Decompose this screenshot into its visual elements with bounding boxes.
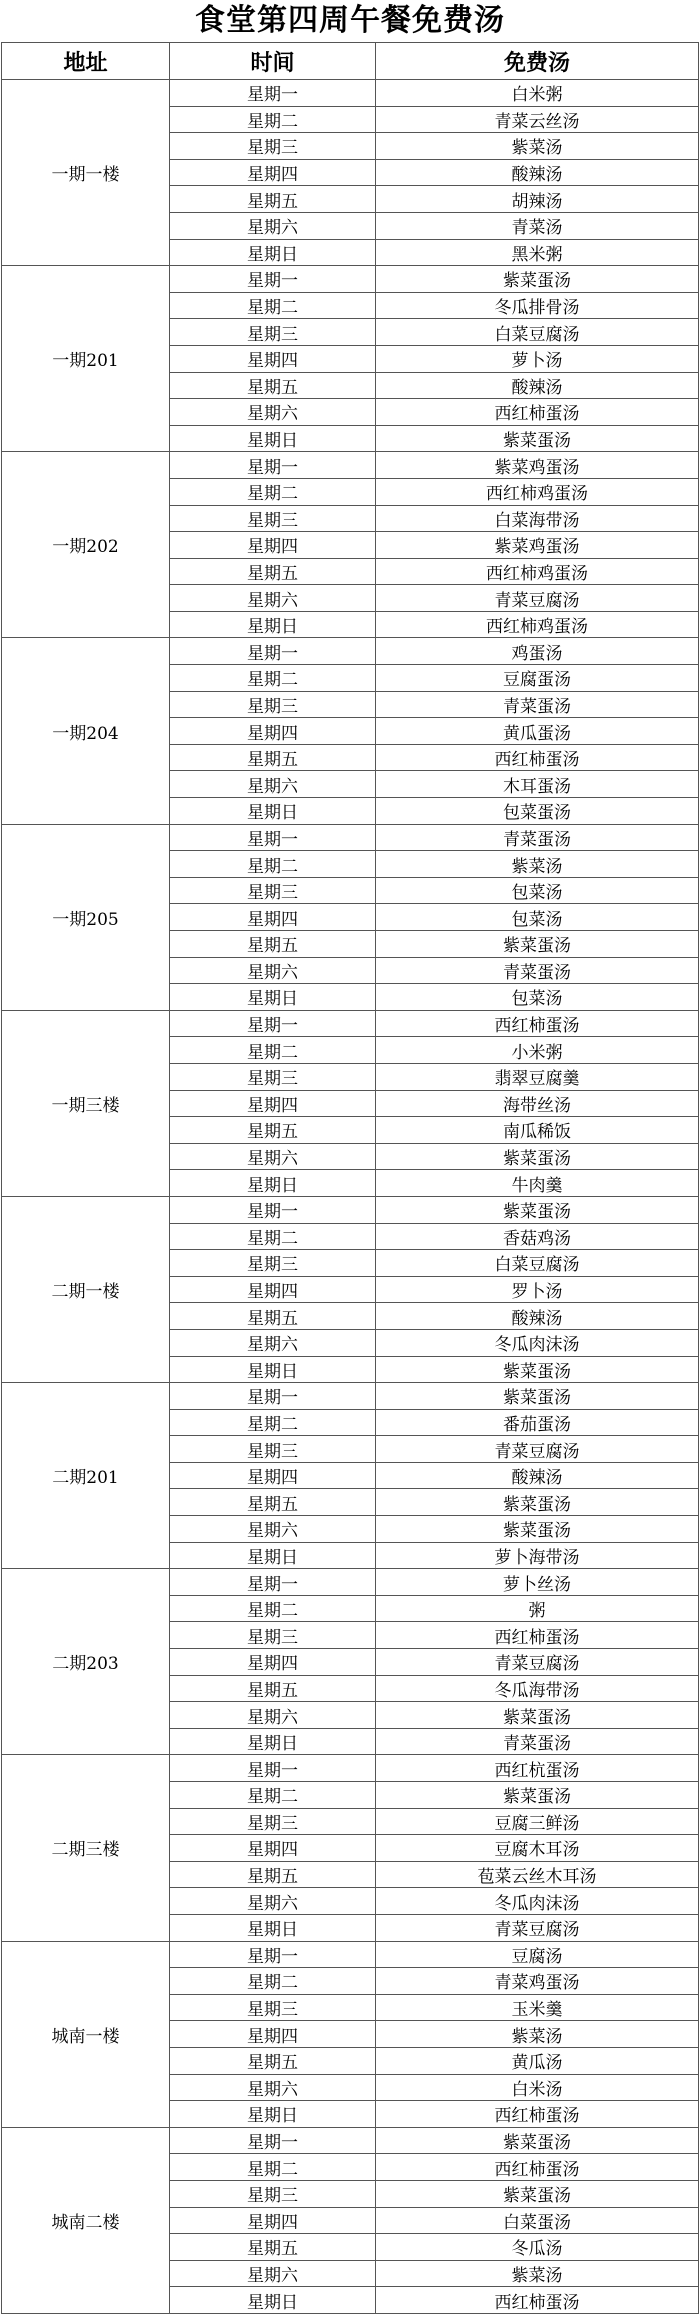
soup-cell: 紫菜鸡蛋汤: [376, 452, 699, 479]
location-cell: 一期一楼: [2, 80, 170, 266]
day-cell: 星期三: [170, 1063, 376, 1090]
location-cell: 城南二楼: [2, 2127, 170, 2313]
soup-cell: 西红柿蛋汤: [376, 744, 699, 771]
day-cell: 星期二: [170, 1223, 376, 1250]
soup-cell: 白菜豆腐汤: [376, 1250, 699, 1277]
soup-cell: 黑米粥: [376, 239, 699, 266]
day-cell: 星期一: [170, 80, 376, 107]
day-cell: 星期一: [170, 1569, 376, 1596]
soup-cell: 苞菜云丝木耳汤: [376, 1861, 699, 1888]
page-title: 食堂第四周午餐免费汤: [195, 3, 505, 38]
soup-cell: 黄瓜汤: [376, 2047, 699, 2074]
day-cell: 星期日: [170, 239, 376, 266]
day-cell: 星期一: [170, 452, 376, 479]
soup-cell: 紫菜蛋汤: [376, 2180, 699, 2207]
soup-cell: 西红柿蛋汤: [376, 399, 699, 426]
day-cell: 星期六: [170, 1516, 376, 1543]
day-cell: 星期六: [170, 585, 376, 612]
day-cell: 星期二: [170, 478, 376, 505]
day-cell: 星期日: [170, 425, 376, 452]
header-row: [2, 43, 699, 80]
table-row: [2, 638, 699, 665]
day-cell: 星期六: [170, 957, 376, 984]
soup-cell: 萝卜丝汤: [376, 1569, 699, 1596]
location-cell: 一期201: [2, 266, 170, 452]
day-cell: 星期四: [170, 904, 376, 931]
table-row: [2, 452, 699, 479]
day-cell: 星期五: [170, 2234, 376, 2261]
soup-cell: 豆腐汤: [376, 1941, 699, 1968]
soup-cell: 青菜豆腐汤: [376, 1649, 699, 1676]
day-cell: 星期四: [170, 1835, 376, 1862]
soup-cell: 青菜云丝汤: [376, 106, 699, 133]
day-cell: 星期五: [170, 1117, 376, 1144]
soup-cell: 豆腐木耳汤: [376, 1835, 699, 1862]
day-cell: 星期一: [170, 824, 376, 851]
location-cell: 城南一楼: [2, 1941, 170, 2127]
table-row: [2, 824, 699, 851]
day-cell: 星期六: [170, 1702, 376, 1729]
soup-cell: 酸辣汤: [376, 1462, 699, 1489]
soup-cell: 紫菜鸡蛋汤: [376, 532, 699, 559]
soup-cell: 黄瓜蛋汤: [376, 718, 699, 745]
day-cell: 星期二: [170, 1409, 376, 1436]
header-soup: 免费汤: [376, 43, 699, 80]
table-row: [2, 1941, 699, 1968]
day-cell: 星期一: [170, 638, 376, 665]
day-cell: 星期六: [170, 1888, 376, 1915]
soup-cell: 青菜蛋汤: [376, 824, 699, 851]
soup-cell: 酸辣汤: [376, 159, 699, 186]
table-row: [2, 1755, 699, 1782]
soup-cell: 紫菜蛋汤: [376, 1516, 699, 1543]
soup-cell: 萝卜海带汤: [376, 1542, 699, 1569]
day-cell: 星期日: [170, 2287, 376, 2314]
location-cell: 一期204: [2, 638, 170, 824]
soup-cell: 香菇鸡汤: [376, 1223, 699, 1250]
soup-cell: 木耳蛋汤: [376, 771, 699, 798]
soup-cell: 西红柿蛋汤: [376, 2101, 699, 2128]
day-cell: 星期日: [170, 798, 376, 825]
soup-cell: 包菜蛋汤: [376, 798, 699, 825]
table-row: [2, 1010, 699, 1037]
day-cell: 星期四: [170, 2021, 376, 2048]
day-cell: 星期六: [170, 1143, 376, 1170]
soup-cell: 西红柿鸡蛋汤: [376, 478, 699, 505]
soup-cell: 紫菜蛋汤: [376, 1702, 699, 1729]
location-cell: 二期三楼: [2, 1755, 170, 1941]
soup-cell: 青菜豆腐汤: [376, 1436, 699, 1463]
soup-cell: 冬瓜肉沫汤: [376, 1329, 699, 1356]
day-cell: 星期二: [170, 292, 376, 319]
day-cell: 星期日: [170, 2101, 376, 2128]
day-cell: 星期三: [170, 1622, 376, 1649]
soup-cell: 青菜豆腐汤: [376, 585, 699, 612]
day-cell: 星期四: [170, 159, 376, 186]
soup-cell: 紫菜蛋汤: [376, 1782, 699, 1809]
soup-cell: 南瓜稀饭: [376, 1117, 699, 1144]
soup-cell: 白米粥: [376, 80, 699, 107]
day-cell: 星期二: [170, 1595, 376, 1622]
day-cell: 星期四: [170, 1649, 376, 1676]
day-cell: 星期日: [170, 1728, 376, 1755]
soup-cell: 包菜汤: [376, 877, 699, 904]
day-cell: 星期二: [170, 1782, 376, 1809]
day-cell: 星期日: [170, 1914, 376, 1941]
day-cell: 星期三: [170, 319, 376, 346]
soup-cell: 粥: [376, 1595, 699, 1622]
soup-cell: 青菜鸡蛋汤: [376, 1968, 699, 1995]
table-body: [2, 80, 699, 2314]
soup-cell: 青菜蛋汤: [376, 1728, 699, 1755]
soup-cell: 西红杭蛋汤: [376, 1755, 699, 1782]
soup-cell: 紫菜蛋汤: [376, 1143, 699, 1170]
soup-cell: 紫菜蛋汤: [376, 425, 699, 452]
soup-cell: 紫菜汤: [376, 851, 699, 878]
day-cell: 星期三: [170, 877, 376, 904]
day-cell: 星期四: [170, 1462, 376, 1489]
day-cell: 星期五: [170, 186, 376, 213]
location-cell: 二期203: [2, 1569, 170, 1755]
soup-cell: 冬瓜海带汤: [376, 1675, 699, 1702]
soup-cell: 紫菜蛋汤: [376, 931, 699, 958]
day-cell: 星期五: [170, 1303, 376, 1330]
location-cell: 一期三楼: [2, 1010, 170, 1196]
soup-cell: 玉米羹: [376, 1994, 699, 2021]
soup-cell: 西红柿蛋汤: [376, 2287, 699, 2314]
day-cell: 星期三: [170, 133, 376, 160]
soup-cell: 豆腐三鲜汤: [376, 1808, 699, 1835]
soup-cell: 青菜豆腐汤: [376, 1914, 699, 1941]
soup-cell: 紫菜蛋汤: [376, 266, 699, 293]
day-cell: 星期日: [170, 1356, 376, 1383]
soup-cell: 包菜汤: [376, 984, 699, 1011]
soup-cell: 紫菜蛋汤: [376, 1356, 699, 1383]
soup-cell: 紫菜蛋汤: [376, 2127, 699, 2154]
day-cell: 星期一: [170, 1755, 376, 1782]
day-cell: 星期三: [170, 1994, 376, 2021]
soup-cell: 小米粥: [376, 1037, 699, 1064]
soup-cell: 海带丝汤: [376, 1090, 699, 1117]
day-cell: 星期四: [170, 718, 376, 745]
soup-cell: 酸辣汤: [376, 1303, 699, 1330]
day-cell: 星期五: [170, 2047, 376, 2074]
day-cell: 星期四: [170, 532, 376, 559]
day-cell: 星期五: [170, 1675, 376, 1702]
location-cell: 二期一楼: [2, 1196, 170, 1382]
table-row: [2, 80, 699, 107]
day-cell: 星期二: [170, 1968, 376, 1995]
day-cell: 星期五: [170, 558, 376, 585]
day-cell: 星期五: [170, 744, 376, 771]
header-location: 地址: [2, 43, 170, 80]
soup-cell: 冬瓜排骨汤: [376, 292, 699, 319]
soup-schedule-table: [1, 42, 699, 2314]
soup-cell: 紫菜汤: [376, 133, 699, 160]
soup-cell: 白菜豆腐汤: [376, 319, 699, 346]
soup-cell: 番茄蛋汤: [376, 1409, 699, 1436]
soup-cell: 紫菜蛋汤: [376, 1383, 699, 1410]
day-cell: 星期三: [170, 1250, 376, 1277]
soup-cell: 酸辣汤: [376, 372, 699, 399]
soup-cell: 鸡蛋汤: [376, 638, 699, 665]
soup-cell: 冬瓜汤: [376, 2234, 699, 2261]
day-cell: 星期二: [170, 851, 376, 878]
soup-cell: 西红柿鸡蛋汤: [376, 558, 699, 585]
day-cell: 星期二: [170, 2154, 376, 2181]
day-cell: 星期日: [170, 1542, 376, 1569]
soup-cell: 萝卜汤: [376, 345, 699, 372]
soup-cell: 紫菜汤: [376, 2260, 699, 2287]
day-cell: 星期二: [170, 665, 376, 692]
day-cell: 星期五: [170, 931, 376, 958]
soup-cell: 西红柿蛋汤: [376, 2154, 699, 2181]
soup-cell: 青菜汤: [376, 212, 699, 239]
soup-cell: 豆腐蛋汤: [376, 665, 699, 692]
day-cell: 星期四: [170, 1090, 376, 1117]
soup-cell: 青菜蛋汤: [376, 957, 699, 984]
day-cell: 星期三: [170, 1808, 376, 1835]
day-cell: 星期三: [170, 2180, 376, 2207]
location-cell: 二期201: [2, 1383, 170, 1569]
soup-cell: 西红柿蛋汤: [376, 1010, 699, 1037]
day-cell: 星期五: [170, 1489, 376, 1516]
soup-cell: 白菜海带汤: [376, 505, 699, 532]
day-cell: 星期五: [170, 372, 376, 399]
soup-cell: 紫菜蛋汤: [376, 1489, 699, 1516]
day-cell: 星期四: [170, 1276, 376, 1303]
soup-cell: 牛肉羹: [376, 1170, 699, 1197]
table-row: [2, 1196, 699, 1223]
soup-cell: 冬瓜肉沫汤: [376, 1888, 699, 1915]
soup-cell: 白米汤: [376, 2074, 699, 2101]
soup-cell: 包菜汤: [376, 904, 699, 931]
table-row: [2, 2127, 699, 2154]
day-cell: 星期一: [170, 1383, 376, 1410]
soup-cell: 罗卜汤: [376, 1276, 699, 1303]
soup-cell: 紫菜汤: [376, 2021, 699, 2048]
table-row: [2, 1383, 699, 1410]
day-cell: 星期二: [170, 1037, 376, 1064]
day-cell: 星期三: [170, 691, 376, 718]
day-cell: 星期一: [170, 266, 376, 293]
day-cell: 星期日: [170, 611, 376, 638]
soup-cell: 西红柿蛋汤: [376, 1622, 699, 1649]
day-cell: 星期一: [170, 2127, 376, 2154]
day-cell: 星期六: [170, 771, 376, 798]
soup-cell: 青菜蛋汤: [376, 691, 699, 718]
day-cell: 星期三: [170, 505, 376, 532]
soup-cell: 紫菜蛋汤: [376, 1196, 699, 1223]
day-cell: 星期六: [170, 2074, 376, 2101]
day-cell: 星期一: [170, 1941, 376, 1968]
day-cell: 星期一: [170, 1010, 376, 1037]
day-cell: 星期六: [170, 1329, 376, 1356]
table-row: [2, 1569, 699, 1596]
day-cell: 星期二: [170, 106, 376, 133]
day-cell: 星期四: [170, 345, 376, 372]
day-cell: 星期六: [170, 212, 376, 239]
day-cell: 星期六: [170, 2260, 376, 2287]
location-cell: 一期205: [2, 824, 170, 1010]
day-cell: 星期六: [170, 399, 376, 426]
day-cell: 星期日: [170, 984, 376, 1011]
location-cell: 一期202: [2, 452, 170, 638]
day-cell: 星期三: [170, 1436, 376, 1463]
soup-cell: 西红柿鸡蛋汤: [376, 611, 699, 638]
day-cell: 星期日: [170, 1170, 376, 1197]
soup-cell: 翡翠豆腐羹: [376, 1063, 699, 1090]
soup-cell: 白菜蛋汤: [376, 2207, 699, 2234]
header-day: 时间: [170, 43, 376, 80]
day-cell: 星期一: [170, 1196, 376, 1223]
table-row: [2, 266, 699, 293]
day-cell: 星期五: [170, 1861, 376, 1888]
day-cell: 星期四: [170, 2207, 376, 2234]
soup-cell: 胡辣汤: [376, 186, 699, 213]
